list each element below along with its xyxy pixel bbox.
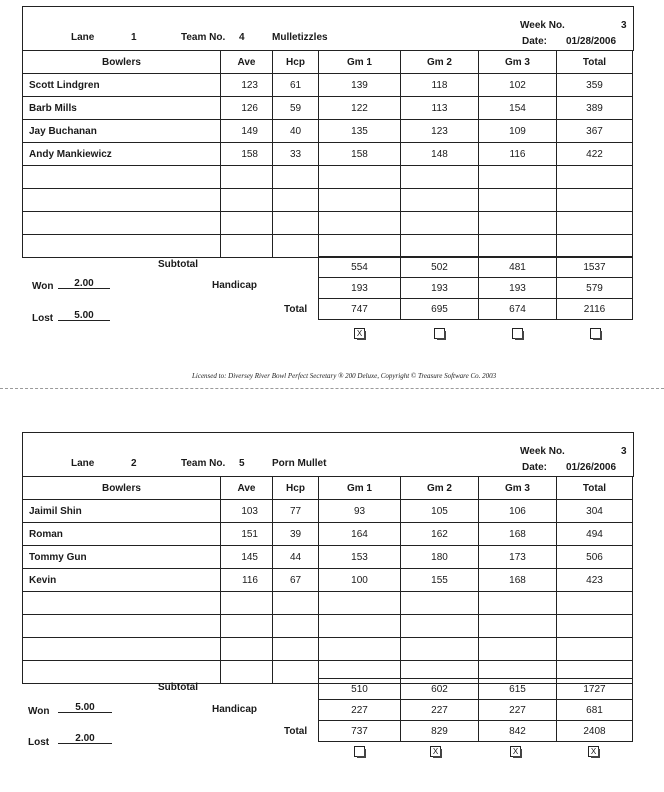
week-number: 3 bbox=[621, 446, 627, 457]
total-total: 2408 bbox=[557, 721, 633, 742]
game-2-checkbox[interactable]: X bbox=[430, 746, 441, 757]
empty-cell bbox=[401, 615, 479, 638]
empty-cell bbox=[221, 592, 273, 615]
subtotal-total: 1537 bbox=[557, 257, 633, 278]
bowler-gm2: 180 bbox=[401, 546, 479, 569]
empty-cell bbox=[273, 235, 319, 258]
bowler-gm3: 102 bbox=[479, 74, 557, 97]
date-label: Date: bbox=[522, 462, 548, 473]
subtotal-gm2: 602 bbox=[401, 679, 479, 700]
empty-row bbox=[23, 235, 633, 258]
handicap-total: 681 bbox=[557, 700, 633, 721]
bowler-gm3: 116 bbox=[479, 143, 557, 166]
subtotal-gm1: 554 bbox=[319, 257, 401, 278]
bowler-name: Jay Buchanan bbox=[23, 120, 221, 143]
empty-cell bbox=[557, 212, 633, 235]
col-gm2: Gm 2 bbox=[401, 477, 479, 500]
subtotal-row bbox=[319, 679, 633, 700]
game-1-checkbox[interactable] bbox=[354, 746, 365, 757]
total-label: Total bbox=[284, 304, 308, 315]
bowler-hcp: 44 bbox=[273, 546, 319, 569]
date-label: Date: bbox=[522, 36, 548, 47]
won-label: Won bbox=[32, 281, 54, 292]
bowler-ave: 103 bbox=[221, 500, 273, 523]
bowler-name: Scott Lindgren bbox=[23, 74, 221, 97]
team-number: 5 bbox=[239, 458, 245, 469]
total-gm1: 737 bbox=[319, 721, 401, 742]
empty-cell bbox=[273, 592, 319, 615]
total-gm1: 747 bbox=[319, 299, 401, 320]
series-total-checkbox[interactable]: X bbox=[588, 746, 599, 757]
bowler-total: 494 bbox=[557, 523, 633, 546]
empty-cell bbox=[23, 212, 221, 235]
empty-row bbox=[23, 592, 633, 615]
empty-row bbox=[23, 166, 633, 189]
table-header-row bbox=[23, 477, 633, 500]
empty-cell bbox=[273, 615, 319, 638]
empty-cell bbox=[401, 592, 479, 615]
won-value: 2.00 bbox=[58, 278, 110, 289]
total-gm3: 842 bbox=[479, 721, 557, 742]
bowler-hcp: 39 bbox=[273, 523, 319, 546]
bowler-ave: 145 bbox=[221, 546, 273, 569]
team-name: Mulletizzles bbox=[272, 32, 328, 43]
lane-number: 2 bbox=[131, 458, 137, 469]
empty-cell bbox=[319, 235, 401, 258]
col-total: Total bbox=[557, 51, 633, 74]
bowler-gm3: 168 bbox=[479, 569, 557, 592]
bowler-ave: 123 bbox=[221, 74, 273, 97]
bowler-hcp: 59 bbox=[273, 97, 319, 120]
col-gm3: Gm 3 bbox=[479, 51, 557, 74]
total-row bbox=[319, 721, 633, 742]
bowler-gm1: 153 bbox=[319, 546, 401, 569]
lane-number: 1 bbox=[131, 32, 137, 43]
lost-value: 2.00 bbox=[58, 733, 112, 744]
team-label: Team No. bbox=[181, 458, 226, 469]
empty-row bbox=[23, 212, 633, 235]
total-gm2: 829 bbox=[401, 721, 479, 742]
lost-label: Lost bbox=[28, 737, 50, 748]
empty-cell bbox=[319, 592, 401, 615]
date-value: 01/28/2006 bbox=[566, 36, 617, 47]
bowler-gm1: 139 bbox=[319, 74, 401, 97]
empty-cell bbox=[319, 615, 401, 638]
team-label: Team No. bbox=[181, 32, 226, 43]
col-gm1: Gm 1 bbox=[319, 51, 401, 74]
bowler-gm2: 148 bbox=[401, 143, 479, 166]
bowler-gm1: 93 bbox=[319, 500, 401, 523]
summary-table bbox=[318, 678, 633, 742]
bowler-gm3: 168 bbox=[479, 523, 557, 546]
empty-cell bbox=[479, 212, 557, 235]
bowler-total: 304 bbox=[557, 500, 633, 523]
sheet-header bbox=[22, 6, 634, 51]
empty-cell bbox=[273, 638, 319, 661]
bowlers-table bbox=[22, 50, 633, 258]
empty-cell bbox=[557, 615, 633, 638]
lane-label: Lane bbox=[71, 32, 95, 43]
bowler-gm1: 164 bbox=[319, 523, 401, 546]
empty-cell bbox=[557, 189, 633, 212]
bowler-total: 367 bbox=[557, 120, 633, 143]
empty-cell bbox=[479, 166, 557, 189]
bowler-hcp: 33 bbox=[273, 143, 319, 166]
bowler-name: Andy Mankiewicz bbox=[23, 143, 221, 166]
empty-cell bbox=[23, 615, 221, 638]
handicap-label: Handicap bbox=[212, 704, 258, 715]
total-row bbox=[319, 299, 633, 320]
handicap-gm2: 193 bbox=[401, 278, 479, 299]
empty-cell bbox=[479, 638, 557, 661]
subtotal-gm1: 510 bbox=[319, 679, 401, 700]
empty-cell bbox=[479, 592, 557, 615]
table-row bbox=[23, 569, 633, 592]
week-label: Week No. bbox=[520, 446, 565, 457]
empty-row bbox=[23, 189, 633, 212]
total-total: 2116 bbox=[557, 299, 633, 320]
empty-cell bbox=[319, 189, 401, 212]
table-row bbox=[23, 500, 633, 523]
empty-cell bbox=[221, 638, 273, 661]
empty-cell bbox=[23, 661, 221, 684]
bowler-gm2: 155 bbox=[401, 569, 479, 592]
subtotal-total: 1727 bbox=[557, 679, 633, 700]
empty-cell bbox=[401, 212, 479, 235]
empty-cell bbox=[319, 212, 401, 235]
bowler-hcp: 40 bbox=[273, 120, 319, 143]
empty-cell bbox=[23, 592, 221, 615]
empty-cell bbox=[273, 166, 319, 189]
bowler-gm2: 162 bbox=[401, 523, 479, 546]
summary-table bbox=[318, 256, 633, 320]
sheet-header bbox=[22, 432, 634, 477]
bowler-total: 359 bbox=[557, 74, 633, 97]
handicap-gm3: 193 bbox=[479, 278, 557, 299]
empty-cell bbox=[221, 166, 273, 189]
empty-cell bbox=[401, 235, 479, 258]
empty-cell bbox=[401, 638, 479, 661]
empty-cell bbox=[273, 189, 319, 212]
week-number: 3 bbox=[621, 20, 627, 31]
empty-cell bbox=[479, 235, 557, 258]
bowler-ave: 149 bbox=[221, 120, 273, 143]
bowler-gm3: 173 bbox=[479, 546, 557, 569]
empty-row bbox=[23, 615, 633, 638]
bowler-gm2: 118 bbox=[401, 74, 479, 97]
col-gm2: Gm 2 bbox=[401, 51, 479, 74]
handicap-gm3: 227 bbox=[479, 700, 557, 721]
col-total: Total bbox=[557, 477, 633, 500]
bowler-name: Jaimil Shin bbox=[23, 500, 221, 523]
bowlers-table bbox=[22, 476, 633, 684]
empty-cell bbox=[319, 638, 401, 661]
bowler-hcp: 67 bbox=[273, 569, 319, 592]
handicap-label: Handicap bbox=[212, 280, 258, 291]
total-gm2: 695 bbox=[401, 299, 479, 320]
bowler-name: Kevin bbox=[23, 569, 221, 592]
handicap-gm1: 227 bbox=[319, 700, 401, 721]
bowler-total: 423 bbox=[557, 569, 633, 592]
team-number: 4 bbox=[239, 32, 245, 43]
empty-cell bbox=[557, 235, 633, 258]
subtotal-label: Subtotal bbox=[158, 259, 198, 270]
bowler-total: 422 bbox=[557, 143, 633, 166]
col-bowlers: Bowlers bbox=[23, 51, 221, 74]
bowler-gm2: 123 bbox=[401, 120, 479, 143]
col-ave: Ave bbox=[221, 51, 273, 74]
bowler-name: Barb Mills bbox=[23, 97, 221, 120]
col-gm1: Gm 1 bbox=[319, 477, 401, 500]
total-label: Total bbox=[284, 726, 308, 737]
empty-cell bbox=[479, 189, 557, 212]
bowler-total: 389 bbox=[557, 97, 633, 120]
empty-cell bbox=[221, 212, 273, 235]
empty-row bbox=[23, 638, 633, 661]
date-value: 01/26/2006 bbox=[566, 462, 617, 473]
subtotal-gm3: 615 bbox=[479, 679, 557, 700]
team-name: Porn Mullet bbox=[272, 458, 327, 469]
game-2-checkbox[interactable] bbox=[434, 328, 445, 339]
bowler-hcp: 77 bbox=[273, 500, 319, 523]
bowler-gm1: 100 bbox=[319, 569, 401, 592]
empty-cell bbox=[401, 189, 479, 212]
handicap-row bbox=[319, 700, 633, 721]
bowler-ave: 151 bbox=[221, 523, 273, 546]
col-bowlers: Bowlers bbox=[23, 477, 221, 500]
table-row bbox=[23, 546, 633, 569]
col-gm3: Gm 3 bbox=[479, 477, 557, 500]
col-hcp: Hcp bbox=[273, 477, 319, 500]
subtotal-label: Subtotal bbox=[158, 682, 198, 693]
bowler-gm1: 122 bbox=[319, 97, 401, 120]
license-footer: Licensed to: Diversey River Bowl Perfect Secretary ® 200 Deluxe, Copyright © Treasure Software Co. 2003 bbox=[192, 372, 497, 380]
lost-value: 5.00 bbox=[58, 310, 110, 321]
bowler-gm3: 154 bbox=[479, 97, 557, 120]
bowler-gm2: 113 bbox=[401, 97, 479, 120]
bowler-ave: 126 bbox=[221, 97, 273, 120]
bowler-name: Tommy Gun bbox=[23, 546, 221, 569]
handicap-gm1: 193 bbox=[319, 278, 401, 299]
bowler-total: 506 bbox=[557, 546, 633, 569]
won-label: Won bbox=[28, 706, 50, 717]
game-3-checkbox[interactable]: X bbox=[510, 746, 521, 757]
table-row bbox=[23, 74, 633, 97]
empty-cell bbox=[479, 615, 557, 638]
bowler-name: Roman bbox=[23, 523, 221, 546]
won-value: 5.00 bbox=[58, 702, 112, 713]
bowler-gm2: 105 bbox=[401, 500, 479, 523]
subtotal-gm2: 502 bbox=[401, 257, 479, 278]
empty-cell bbox=[221, 661, 273, 684]
bowler-gm1: 135 bbox=[319, 120, 401, 143]
empty-cell bbox=[557, 166, 633, 189]
empty-cell bbox=[273, 212, 319, 235]
empty-cell bbox=[221, 615, 273, 638]
bowler-gm3: 106 bbox=[479, 500, 557, 523]
empty-cell bbox=[23, 189, 221, 212]
col-hcp: Hcp bbox=[273, 51, 319, 74]
bowler-ave: 158 bbox=[221, 143, 273, 166]
bowler-ave: 116 bbox=[221, 569, 273, 592]
total-gm3: 674 bbox=[479, 299, 557, 320]
empty-cell bbox=[401, 166, 479, 189]
game-1-checkbox[interactable]: X bbox=[354, 328, 365, 339]
empty-cell bbox=[221, 235, 273, 258]
lost-label: Lost bbox=[32, 313, 54, 324]
table-row bbox=[23, 523, 633, 546]
handicap-gm2: 227 bbox=[401, 700, 479, 721]
series-total-checkbox[interactable] bbox=[590, 328, 601, 339]
table-row bbox=[23, 143, 633, 166]
handicap-row bbox=[319, 278, 633, 299]
game-3-checkbox[interactable] bbox=[512, 328, 523, 339]
col-ave: Ave bbox=[221, 477, 273, 500]
empty-cell bbox=[221, 189, 273, 212]
bowler-gm3: 109 bbox=[479, 120, 557, 143]
empty-cell bbox=[319, 166, 401, 189]
empty-cell bbox=[557, 592, 633, 615]
bowler-hcp: 61 bbox=[273, 74, 319, 97]
empty-cell bbox=[23, 235, 221, 258]
subtotal-row bbox=[319, 257, 633, 278]
subtotal-gm3: 481 bbox=[479, 257, 557, 278]
bowler-gm1: 158 bbox=[319, 143, 401, 166]
empty-cell bbox=[23, 638, 221, 661]
empty-cell bbox=[23, 166, 221, 189]
lane-label: Lane bbox=[71, 458, 95, 469]
table-header-row bbox=[23, 51, 633, 74]
table-row bbox=[23, 97, 633, 120]
table-row bbox=[23, 120, 633, 143]
empty-cell bbox=[557, 638, 633, 661]
handicap-total: 579 bbox=[557, 278, 633, 299]
separator-line bbox=[0, 388, 664, 389]
empty-cell bbox=[273, 661, 319, 684]
week-label: Week No. bbox=[520, 20, 565, 31]
